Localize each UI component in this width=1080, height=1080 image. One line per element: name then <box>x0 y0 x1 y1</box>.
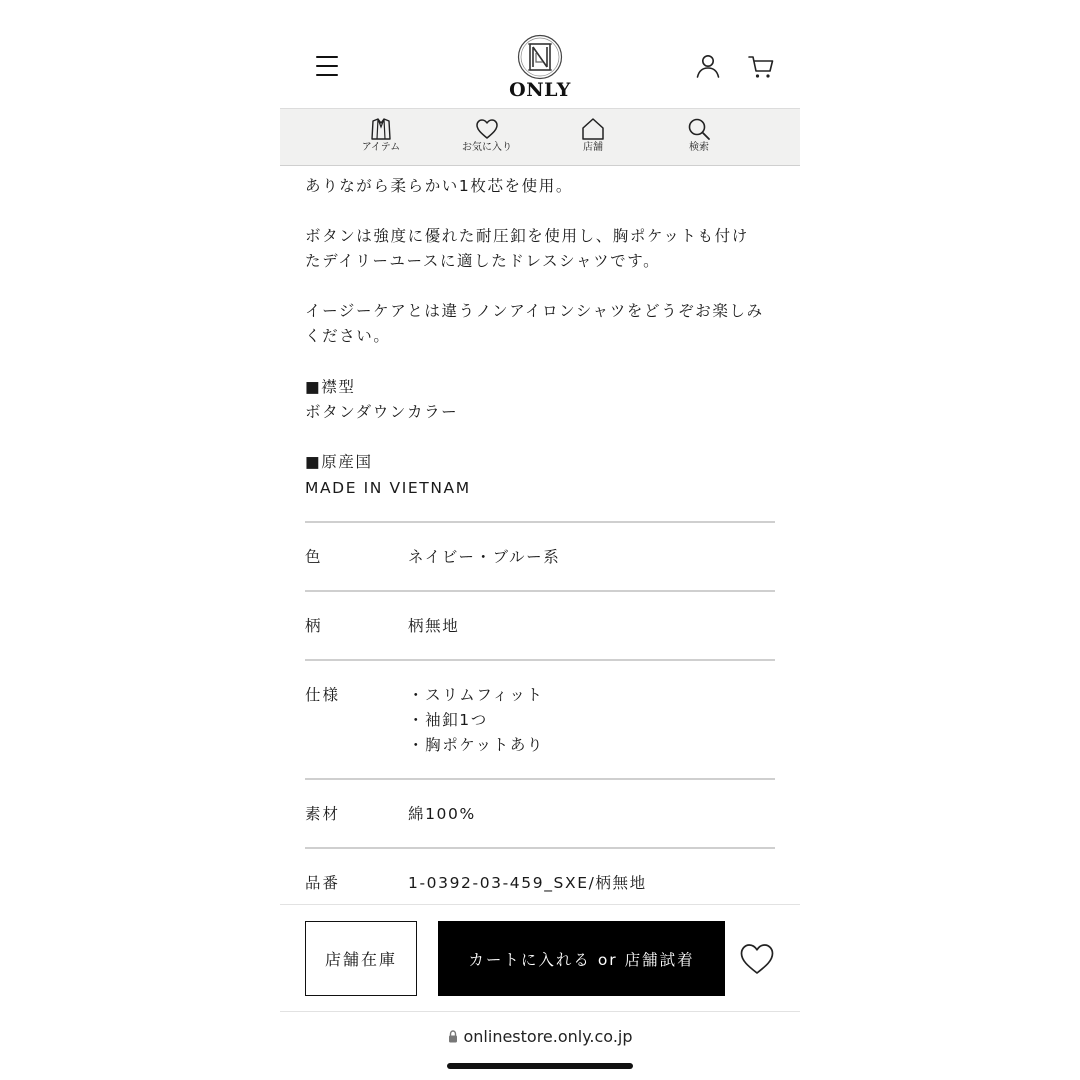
search-icon <box>687 117 711 141</box>
nav-label: 店舗 <box>583 142 603 153</box>
url-text: onlinestore.only.co.jp <box>463 1027 633 1046</box>
spec-value-item: ・袖釦1つ <box>408 711 488 729</box>
description-line: たデイリーユースに適したドレスシャツです。 <box>305 252 661 270</box>
cart-icon[interactable] <box>747 53 775 81</box>
site-logo[interactable] <box>490 34 590 104</box>
user-icon[interactable] <box>694 52 722 80</box>
spec-value: 綿100% <box>408 805 476 823</box>
logo-text: ONLY <box>509 79 571 101</box>
store-stock-button[interactable]: 店舗在庫 <box>305 921 417 996</box>
description-line: ボタンは強度に優れた耐圧釦を使用し、胸ポケットも付け <box>305 227 749 245</box>
spec-row-color <box>305 521 775 590</box>
spec-row-features <box>305 659 775 778</box>
hamburger-icon[interactable] <box>316 56 338 78</box>
description-paragraph-button <box>305 224 749 274</box>
category-nav <box>280 108 800 166</box>
spec-value: 柄無地 <box>408 617 460 635</box>
collar-value: ボタンダウンカラー <box>305 403 459 421</box>
spec-value: ネイビー・ブルー系 <box>408 548 561 566</box>
shirt-icon <box>369 117 393 141</box>
collar-heading: ■襟型 <box>305 378 356 396</box>
purchase-action-bar <box>280 904 800 1012</box>
heart-icon <box>475 117 499 141</box>
nav-label: 検索 <box>689 142 709 153</box>
origin-value: MADE IN VIETNAM <box>305 479 471 497</box>
lock-icon <box>448 1030 458 1043</box>
spec-label: 品番 <box>305 874 341 892</box>
cart-icon-svg <box>747 53 775 81</box>
spec-value-item: ・胸ポケットあり <box>408 736 545 754</box>
spec-label: 素材 <box>305 805 341 823</box>
spec-value-item: ・スリムフィット <box>408 686 544 704</box>
spec-label: 仕様 <box>305 686 341 704</box>
spec-row-pattern <box>305 590 775 659</box>
spec-label: 柄 <box>305 617 323 635</box>
logo-emblem-icon <box>516 34 564 80</box>
description-line: ください。 <box>305 327 391 345</box>
user-icon-svg <box>694 52 722 80</box>
nav-item-store[interactable] <box>548 117 638 154</box>
nav-item-items[interactable] <box>336 117 426 154</box>
spec-value-list <box>408 683 544 758</box>
description-line: ありながら柔らかい1枚芯を使用。 <box>305 177 573 195</box>
url-display[interactable] <box>280 1027 800 1046</box>
description-paragraph-easycare <box>305 299 764 349</box>
favorite-button[interactable] <box>739 942 775 976</box>
spec-row-material <box>305 778 775 847</box>
description-line: イージーケアとは違うノンアイロンシャツをどうぞお楽しみ <box>305 302 764 320</box>
origin-heading: ■原産国 <box>305 453 373 471</box>
add-to-cart-button[interactable]: カートに入れる or 店舗試着 <box>438 921 725 996</box>
spec-row-code <box>305 847 775 907</box>
site-header <box>280 0 800 108</box>
phone-screen <box>280 0 800 1080</box>
nav-label: お気に入り <box>462 142 512 153</box>
store-icon <box>581 117 605 141</box>
spec-table <box>305 521 775 907</box>
spec-value: 1-0392-03-459_SXE/柄無地 <box>408 874 647 892</box>
nav-item-search[interactable] <box>654 117 744 154</box>
home-indicator[interactable] <box>447 1063 633 1069</box>
heart-icon <box>739 942 775 976</box>
nav-item-favorites[interactable] <box>442 117 532 154</box>
spec-label: 色 <box>305 548 323 566</box>
nav-label: アイテム <box>361 142 401 153</box>
browser-url-bar <box>280 1012 800 1080</box>
